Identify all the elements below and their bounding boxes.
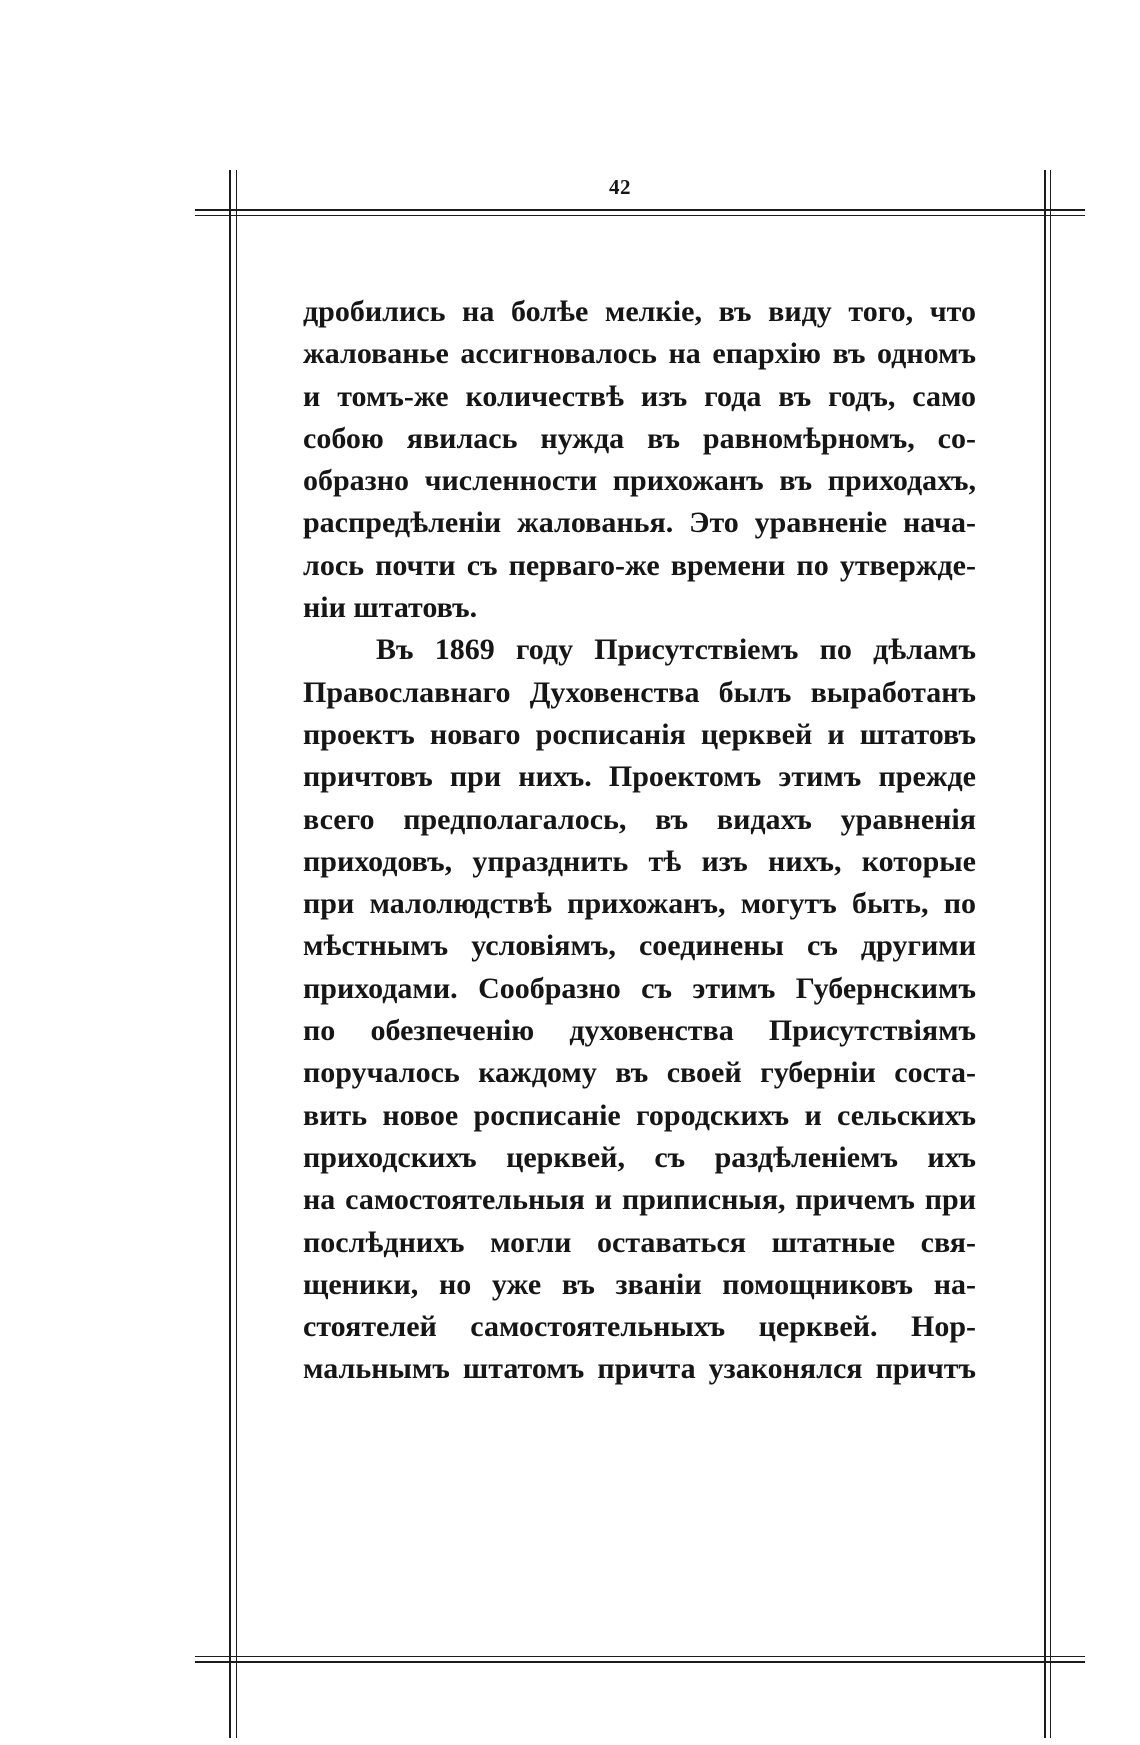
- text-line: по обезпеченію духовенства Присутствіямъ: [303, 1014, 976, 1048]
- text-line: жалованье ассигновалось на епархію въ одномъ: [303, 337, 976, 371]
- text-line: на самостоятельныя и приписныя, причемъ при: [303, 1183, 976, 1217]
- right-frame-rule-thin: [1050, 170, 1051, 1738]
- text-line: лось почти съ перваго-же времени по утвержде-: [303, 548, 976, 582]
- top-frame-rule-thin: [195, 215, 1085, 216]
- text-line: собою явилась нужда въ равномѣрномъ, со-: [303, 421, 976, 455]
- text-line: образно численности прихожанъ въ приходахъ,: [303, 464, 976, 498]
- left-frame-rule-thin: [236, 170, 237, 1738]
- text-line: стоятелей самостоятельныхъ церквей. Нор-: [303, 1310, 976, 1344]
- text-line: причтовъ при нихъ. Проектомъ этимъ прежде: [303, 760, 976, 794]
- text-line: распредѣленіи жалованья. Это уравненіе нача-: [303, 506, 976, 540]
- bottom-frame-rule-thick: [195, 1661, 1085, 1663]
- text-line: щеники, но уже въ званіи помощниковъ на-: [303, 1267, 976, 1301]
- text-line: всего предполагалось, въ видахъ уравненія: [303, 802, 976, 836]
- body-text: [303, 291, 976, 1391]
- left-frame-rule-thick: [229, 170, 231, 1738]
- text-line: проектъ новаго росписанія церквей и штатовъ: [303, 717, 976, 751]
- bottom-frame-rule-thin: [195, 1656, 1085, 1657]
- right-frame-rule-thick: [1044, 170, 1046, 1738]
- paragraph-2: [303, 629, 976, 1390]
- text-line: приходами. Сообразно съ этимъ Губернскимъ: [303, 971, 976, 1005]
- text-line: поручалось каждому въ своей губерніи соста-: [303, 1056, 976, 1090]
- text-line: мѣстнымъ условіямъ, соединены съ другими: [303, 929, 976, 963]
- text-line: Въ 1869 году Присутствіемъ по дѣламъ: [376, 633, 976, 667]
- text-line: Православнаго Духовенства былъ выработанъ: [303, 675, 976, 709]
- text-line: при малолюдствѣ прихожанъ, могутъ быть, по: [303, 887, 976, 921]
- text-line: мальнымъ штатомъ причта узаконялся причтъ: [303, 1352, 976, 1386]
- paragraph-1: [303, 291, 976, 629]
- text-line: и томъ-же количествѣ изъ года въ годъ, само: [303, 379, 976, 413]
- page-number: 42: [609, 175, 631, 199]
- text-line: дробились на болѣе мелкіе, въ виду того, что: [303, 295, 976, 328]
- text-line: приходовъ, упразднить тѣ изъ нихъ, которые: [303, 844, 976, 878]
- text-line: приходскихъ церквей, съ раздѣленіемъ ихъ: [303, 1140, 976, 1174]
- top-frame-rule-thick: [195, 209, 1085, 211]
- text-line: вить новое росписаніе городскихъ и сельскихъ: [303, 1098, 976, 1132]
- text-line: послѣднихъ могли оставаться штатные свя-: [303, 1225, 976, 1259]
- text-line: ніи штатовъ.: [303, 591, 478, 625]
